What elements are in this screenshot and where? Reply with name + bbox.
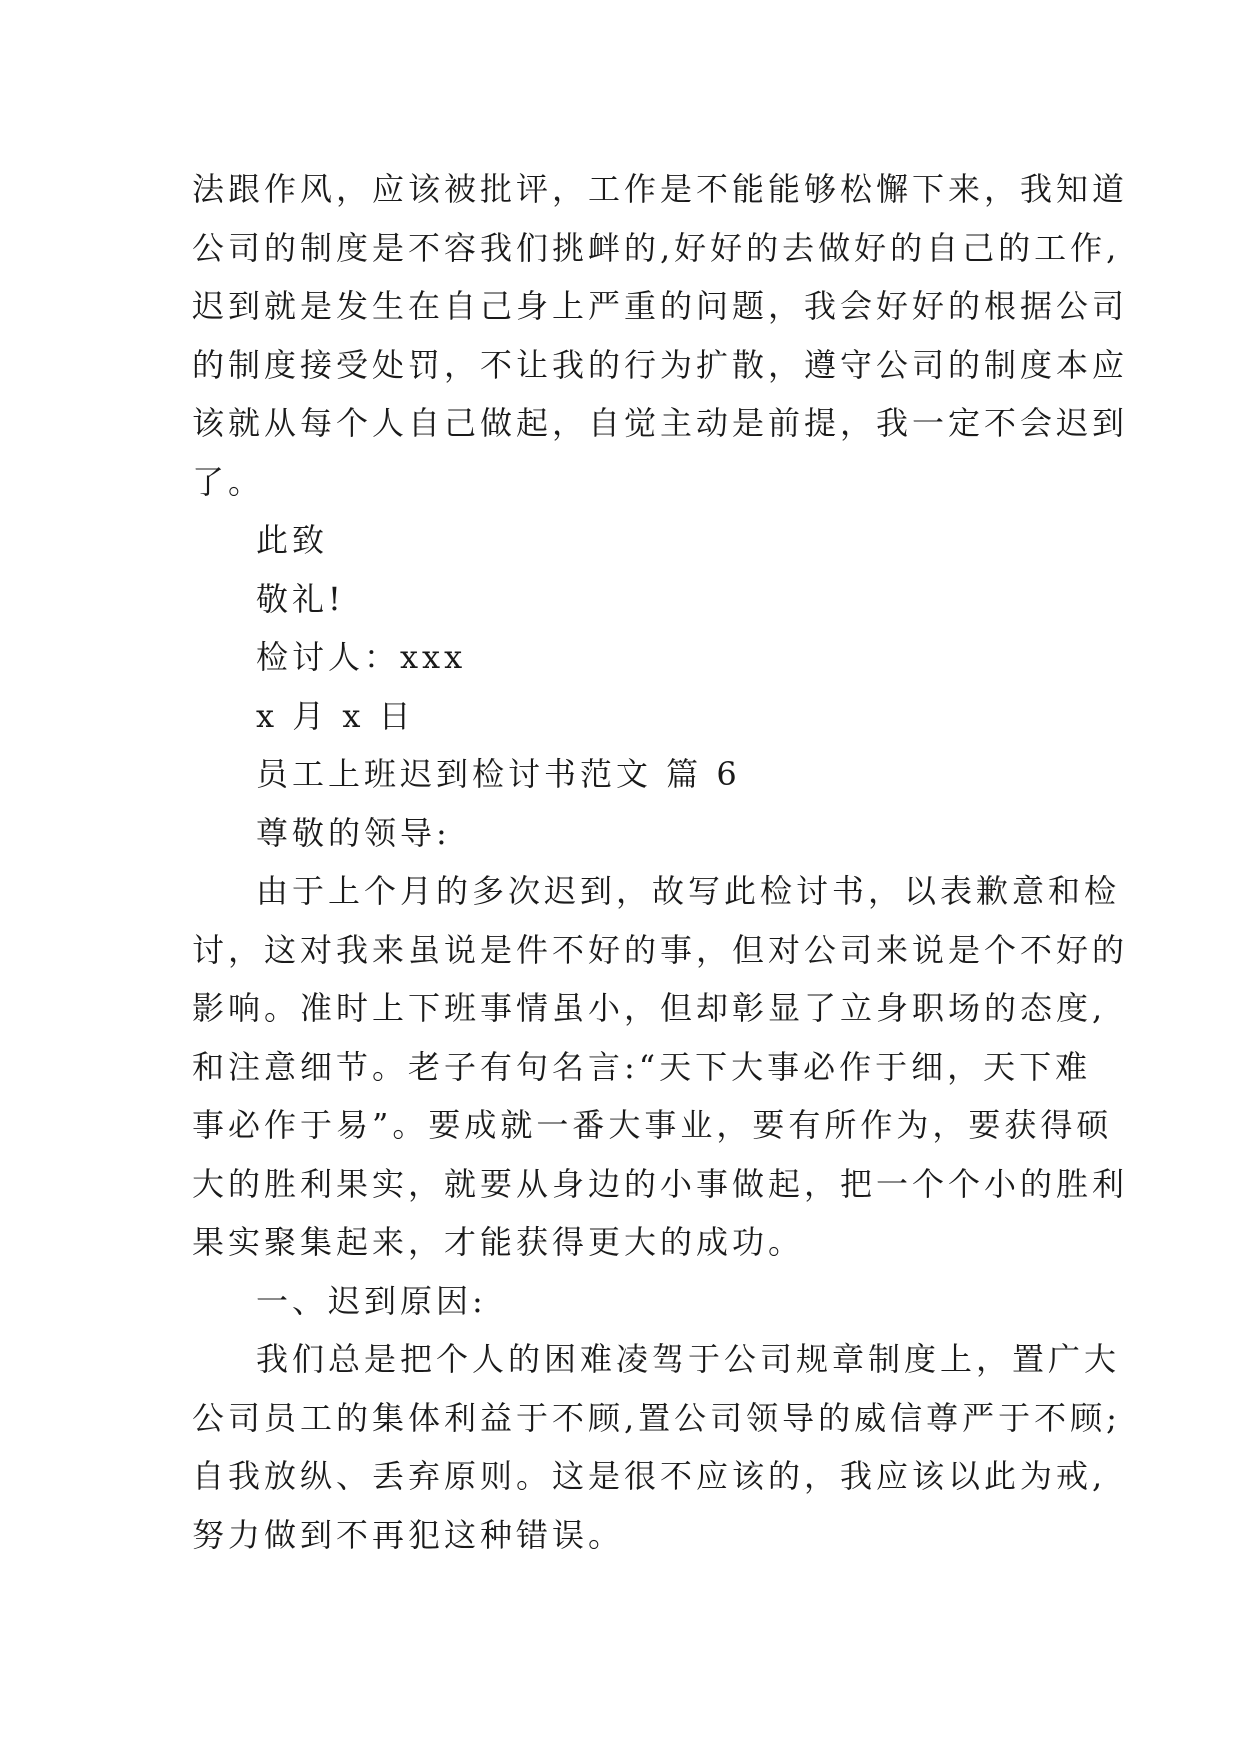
para3-line-4: 努力做到不再犯这种错误。 bbox=[192, 1515, 625, 1554]
para2-line-1: 由于上个月的多次迟到，故写此检讨书，以表歉意和检 bbox=[256, 872, 1121, 910]
para3-line-1: 我们总是把个人的困难凌驾于公司规章制度上，置广大 bbox=[256, 1340, 1121, 1378]
section-title: 员工上班迟到检讨书范文 篇 6 bbox=[256, 755, 741, 793]
para3-line-2: 公司员工的集体利益于不顾,置公司领导的威信尊严于不顾; bbox=[192, 1398, 1121, 1437]
greeting-text: 尊敬的领导: bbox=[256, 813, 451, 852]
date-text: x 月 x 日 bbox=[256, 696, 415, 735]
salute-text: 敬礼! bbox=[256, 579, 345, 618]
para2-line-5: 事必作于易”。要成就一番大事业，要有所作为，要获得硕 bbox=[192, 1106, 1113, 1144]
closing-text: 此致 bbox=[256, 521, 329, 559]
para1-line-2: 公司的制度是不容我们挑衅的,好好的去做好的自己的工作, bbox=[192, 228, 1121, 267]
signer-text: 检讨人：xxx bbox=[256, 638, 467, 676]
para2-line-4: 和注意细节。老子有句名言:“天下大事必作于细，天下难 bbox=[192, 1047, 1092, 1086]
para2-line-3: 影响。准时上下班事情虽小，但却彰显了立身职场的态度, bbox=[192, 989, 1107, 1027]
para1-line-4: 的制度接受处罚，不让我的行为扩散，遵守公司的制度本应 bbox=[192, 345, 1129, 384]
para1-line-6: 了。 bbox=[192, 462, 265, 501]
para2-line-6: 大的胜利果实，就要从身边的小事做起，把一个个小的胜利 bbox=[192, 1164, 1129, 1203]
document-body bbox=[192, 160, 1129, 1564]
para1-line-1: 法跟作风，应该被批评，工作是不能能够松懈下来，我知道 bbox=[192, 170, 1129, 208]
heading-reason: 一、迟到原因: bbox=[256, 1281, 487, 1320]
para1-line-3: 迟到就是发生在自己身上严重的问题，我会好好的根据公司 bbox=[192, 287, 1129, 325]
para3-line-3: 自我放纵、丢弃原则。这是很不应该的，我应该以此为戒, bbox=[192, 1457, 1107, 1495]
para1-line-5: 该就从每个人自己做起，自觉主动是前提，我一定不会迟到 bbox=[192, 404, 1129, 442]
para2-line-2: 讨，这对我来虽说是件不好的事，但对公司来说是个不好的 bbox=[192, 930, 1129, 969]
para2-line-7: 果实聚集起来，才能获得更大的成功。 bbox=[192, 1223, 805, 1261]
